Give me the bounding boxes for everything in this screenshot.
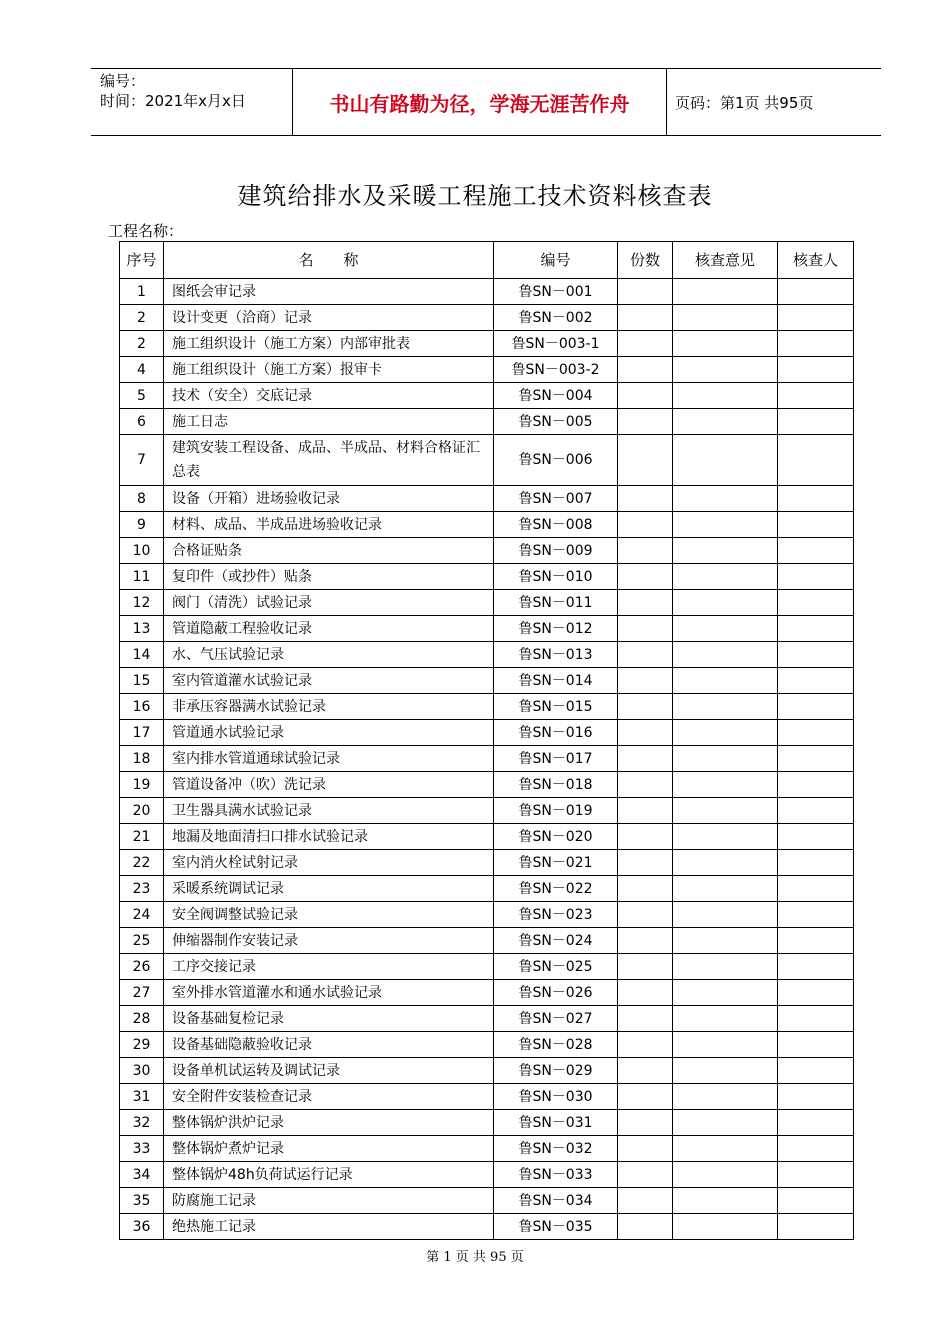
table-row	[120, 305, 854, 331]
table-row	[120, 435, 854, 486]
row-review-opinion-cell	[673, 746, 778, 772]
row-reviewer-cell	[778, 954, 854, 980]
table-row	[120, 772, 854, 798]
row-review-opinion-cell	[673, 512, 778, 538]
row-name-cell: 建筑安装工程设备、成品、半成品、材料合格证汇总表	[164, 435, 494, 486]
header-cell-index: 序号	[120, 242, 164, 279]
row-code-cell: 鲁SN－008	[494, 512, 618, 538]
table-row	[120, 954, 854, 980]
row-review-opinion-cell	[673, 1188, 778, 1214]
row-copies-cell	[618, 279, 673, 305]
row-index-cell: 25	[120, 928, 164, 954]
table-row	[120, 486, 854, 512]
row-name-cell: 室外排水管道灌水和通水试验记录	[164, 980, 494, 1006]
row-copies-cell	[618, 772, 673, 798]
row-reviewer-cell	[778, 357, 854, 383]
header-cell-review-opinion: 核查意见	[673, 242, 778, 279]
time-label: 时间：2021年x月x日	[100, 92, 246, 110]
checklist-table	[119, 241, 854, 1240]
row-code-cell: 鲁SN－005	[494, 409, 618, 435]
row-code-cell: 鲁SN－016	[494, 720, 618, 746]
row-review-opinion-cell	[673, 538, 778, 564]
table-row	[120, 538, 854, 564]
row-reviewer-cell	[778, 409, 854, 435]
row-code-cell: 鲁SN－012	[494, 616, 618, 642]
row-name-cell: 合格证贴条	[164, 538, 494, 564]
row-copies-cell	[618, 616, 673, 642]
row-copies-cell	[618, 409, 673, 435]
row-name-cell: 整体锅炉洪炉记录	[164, 1110, 494, 1136]
table-row	[120, 1084, 854, 1110]
row-copies-cell	[618, 1214, 673, 1240]
row-index-cell: 6	[120, 409, 164, 435]
row-copies-cell	[618, 798, 673, 824]
row-copies-cell	[618, 1162, 673, 1188]
table-row	[120, 512, 854, 538]
table-row	[120, 409, 854, 435]
row-copies-cell	[618, 824, 673, 850]
row-code-cell: 鲁SN－033	[494, 1162, 618, 1188]
row-reviewer-cell	[778, 928, 854, 954]
row-index-cell: 14	[120, 642, 164, 668]
row-review-opinion-cell	[673, 980, 778, 1006]
row-review-opinion-cell	[673, 616, 778, 642]
row-reviewer-cell	[778, 798, 854, 824]
row-review-opinion-cell	[673, 1006, 778, 1032]
row-name-cell: 伸缩器制作安装记录	[164, 928, 494, 954]
row-reviewer-cell	[778, 1162, 854, 1188]
row-code-cell: 鲁SN－022	[494, 876, 618, 902]
row-reviewer-cell	[778, 331, 854, 357]
row-reviewer-cell	[778, 850, 854, 876]
row-reviewer-cell	[778, 1110, 854, 1136]
row-copies-cell	[618, 305, 673, 331]
document-title: 建筑给排水及采暖工程施工技术资料核查表	[237, 182, 713, 210]
row-index-cell: 1	[120, 279, 164, 305]
header-page-info: 页码：第1页 共95页	[675, 93, 814, 112]
table-row	[120, 1162, 854, 1188]
row-reviewer-cell	[778, 902, 854, 928]
header-cell-reviewer: 核查人	[778, 242, 854, 279]
row-name-cell: 工序交接记录	[164, 954, 494, 980]
row-index-cell: 11	[120, 564, 164, 590]
table-row	[120, 902, 854, 928]
row-review-opinion-cell	[673, 902, 778, 928]
row-copies-cell	[618, 954, 673, 980]
row-reviewer-cell	[778, 746, 854, 772]
row-review-opinion-cell	[673, 772, 778, 798]
row-copies-cell	[618, 850, 673, 876]
table-row	[120, 980, 854, 1006]
row-code-cell: 鲁SN－024	[494, 928, 618, 954]
row-code-cell: 鲁SN－030	[494, 1084, 618, 1110]
row-name-cell: 整体锅炉48h负荷试运行记录	[164, 1162, 494, 1188]
row-copies-cell	[618, 1006, 673, 1032]
row-index-cell: 7	[120, 435, 164, 486]
row-code-cell: 鲁SN－011	[494, 590, 618, 616]
table-header-row	[120, 242, 854, 279]
row-copies-cell	[618, 1084, 673, 1110]
row-name-cell: 材料、成品、半成品进场验收记录	[164, 512, 494, 538]
row-copies-cell	[618, 590, 673, 616]
table-row	[120, 824, 854, 850]
row-copies-cell	[618, 668, 673, 694]
row-name-cell: 阀门（清洗）试验记录	[164, 590, 494, 616]
row-name-cell: 卫生器具满水试验记录	[164, 798, 494, 824]
row-review-opinion-cell	[673, 331, 778, 357]
table-row	[120, 694, 854, 720]
row-index-cell: 17	[120, 720, 164, 746]
table-row	[120, 1110, 854, 1136]
row-review-opinion-cell	[673, 1084, 778, 1110]
row-code-cell: 鲁SN－023	[494, 902, 618, 928]
row-copies-cell	[618, 1058, 673, 1084]
row-reviewer-cell	[778, 824, 854, 850]
row-code-cell: 鲁SN－003-2	[494, 357, 618, 383]
row-name-cell: 设计变更（洽商）记录	[164, 305, 494, 331]
row-index-cell: 18	[120, 746, 164, 772]
table-row	[120, 590, 854, 616]
row-code-cell: 鲁SN－015	[494, 694, 618, 720]
row-name-cell: 绝热施工记录	[164, 1214, 494, 1240]
row-code-cell: 鲁SN－028	[494, 1032, 618, 1058]
row-name-cell: 室内消火栓试射记录	[164, 850, 494, 876]
project-name-label: 工程名称：	[108, 222, 184, 240]
number-label: 编号：	[100, 72, 146, 90]
row-review-opinion-cell	[673, 954, 778, 980]
header-left	[100, 71, 246, 111]
row-index-cell: 13	[120, 616, 164, 642]
row-reviewer-cell	[778, 616, 854, 642]
row-index-cell: 20	[120, 798, 164, 824]
row-review-opinion-cell	[673, 383, 778, 409]
row-name-cell: 防腐施工记录	[164, 1188, 494, 1214]
row-index-cell: 9	[120, 512, 164, 538]
row-review-opinion-cell	[673, 824, 778, 850]
row-review-opinion-cell	[673, 1110, 778, 1136]
row-index-cell: 19	[120, 772, 164, 798]
row-review-opinion-cell	[673, 720, 778, 746]
row-copies-cell	[618, 746, 673, 772]
table-row	[120, 1058, 854, 1084]
row-copies-cell	[618, 902, 673, 928]
table-row	[120, 564, 854, 590]
row-name-cell: 管道隐蔽工程验收记录	[164, 616, 494, 642]
table-row	[120, 331, 854, 357]
row-name-cell: 水、气压试验记录	[164, 642, 494, 668]
row-copies-cell	[618, 1110, 673, 1136]
row-index-cell: 34	[120, 1162, 164, 1188]
row-review-opinion-cell	[673, 668, 778, 694]
row-reviewer-cell	[778, 435, 854, 486]
row-index-cell: 2	[120, 331, 164, 357]
row-copies-cell	[618, 980, 673, 1006]
table-row	[120, 1032, 854, 1058]
row-review-opinion-cell	[673, 1162, 778, 1188]
row-review-opinion-cell	[673, 642, 778, 668]
row-copies-cell	[618, 1188, 673, 1214]
row-copies-cell	[618, 435, 673, 486]
row-code-cell: 鲁SN－032	[494, 1136, 618, 1162]
row-reviewer-cell	[778, 564, 854, 590]
row-index-cell: 35	[120, 1188, 164, 1214]
row-index-cell: 8	[120, 486, 164, 512]
row-reviewer-cell	[778, 1032, 854, 1058]
table-row	[120, 1136, 854, 1162]
row-reviewer-cell	[778, 694, 854, 720]
row-index-cell: 2	[120, 305, 164, 331]
row-name-cell: 安全阀调整试验记录	[164, 902, 494, 928]
table-row	[120, 1214, 854, 1240]
row-review-opinion-cell	[673, 798, 778, 824]
row-review-opinion-cell	[673, 590, 778, 616]
row-reviewer-cell	[778, 1214, 854, 1240]
row-reviewer-cell	[778, 1136, 854, 1162]
row-name-cell: 整体锅炉煮炉记录	[164, 1136, 494, 1162]
row-index-cell: 21	[120, 824, 164, 850]
row-code-cell: 鲁SN－021	[494, 850, 618, 876]
row-code-cell: 鲁SN－029	[494, 1058, 618, 1084]
row-reviewer-cell	[778, 1084, 854, 1110]
row-code-cell: 鲁SN－026	[494, 980, 618, 1006]
row-name-cell: 设备基础隐蔽验收记录	[164, 1032, 494, 1058]
row-reviewer-cell	[778, 383, 854, 409]
row-copies-cell	[618, 564, 673, 590]
row-review-opinion-cell	[673, 279, 778, 305]
row-name-cell: 管道设备冲（吹）洗记录	[164, 772, 494, 798]
page-header	[91, 68, 881, 136]
table-row	[120, 616, 854, 642]
row-name-cell: 技术（安全）交底记录	[164, 383, 494, 409]
row-reviewer-cell	[778, 720, 854, 746]
row-code-cell: 鲁SN－014	[494, 668, 618, 694]
row-index-cell: 30	[120, 1058, 164, 1084]
row-name-cell: 采暖系统调试记录	[164, 876, 494, 902]
row-index-cell: 24	[120, 902, 164, 928]
table-body	[120, 279, 854, 1240]
table-row	[120, 383, 854, 409]
row-reviewer-cell	[778, 512, 854, 538]
row-index-cell: 26	[120, 954, 164, 980]
row-copies-cell	[618, 538, 673, 564]
row-index-cell: 12	[120, 590, 164, 616]
row-copies-cell	[618, 1136, 673, 1162]
table-row	[120, 746, 854, 772]
row-copies-cell	[618, 486, 673, 512]
header-cell-name: 名 称	[164, 242, 494, 279]
row-index-cell: 36	[120, 1214, 164, 1240]
row-reviewer-cell	[778, 305, 854, 331]
row-index-cell: 22	[120, 850, 164, 876]
row-code-cell: 鲁SN－019	[494, 798, 618, 824]
row-copies-cell	[618, 1032, 673, 1058]
row-reviewer-cell	[778, 279, 854, 305]
row-copies-cell	[618, 928, 673, 954]
row-reviewer-cell	[778, 486, 854, 512]
row-code-cell: 鲁SN－025	[494, 954, 618, 980]
row-name-cell: 设备基础复检记录	[164, 1006, 494, 1032]
row-name-cell: 施工组织设计（施工方案）报审卡	[164, 357, 494, 383]
row-reviewer-cell	[778, 538, 854, 564]
row-review-opinion-cell	[673, 1058, 778, 1084]
row-code-cell: 鲁SN－002	[494, 305, 618, 331]
row-index-cell: 32	[120, 1110, 164, 1136]
table-row	[120, 928, 854, 954]
row-copies-cell	[618, 720, 673, 746]
row-review-opinion-cell	[673, 1032, 778, 1058]
row-index-cell: 10	[120, 538, 164, 564]
row-copies-cell	[618, 694, 673, 720]
table-row	[120, 720, 854, 746]
row-reviewer-cell	[778, 772, 854, 798]
row-code-cell: 鲁SN－013	[494, 642, 618, 668]
row-code-cell: 鲁SN－018	[494, 772, 618, 798]
row-code-cell: 鲁SN－031	[494, 1110, 618, 1136]
row-code-cell: 鲁SN－034	[494, 1188, 618, 1214]
row-name-cell: 室内管道灌水试验记录	[164, 668, 494, 694]
row-review-opinion-cell	[673, 928, 778, 954]
table-row	[120, 279, 854, 305]
row-reviewer-cell	[778, 1058, 854, 1084]
row-copies-cell	[618, 512, 673, 538]
row-index-cell: 28	[120, 1006, 164, 1032]
row-name-cell: 施工日志	[164, 409, 494, 435]
row-code-cell: 鲁SN－009	[494, 538, 618, 564]
row-review-opinion-cell	[673, 694, 778, 720]
row-code-cell: 鲁SN－020	[494, 824, 618, 850]
row-review-opinion-cell	[673, 486, 778, 512]
row-code-cell: 鲁SN－004	[494, 383, 618, 409]
row-name-cell: 非承压容器满水试验记录	[164, 694, 494, 720]
row-code-cell: 鲁SN－001	[494, 279, 618, 305]
row-name-cell: 施工组织设计（施工方案）内部审批表	[164, 331, 494, 357]
table-row	[120, 668, 854, 694]
row-copies-cell	[618, 383, 673, 409]
row-review-opinion-cell	[673, 850, 778, 876]
row-name-cell: 室内排水管道通球试验记录	[164, 746, 494, 772]
row-code-cell: 鲁SN－017	[494, 746, 618, 772]
row-code-cell: 鲁SN－010	[494, 564, 618, 590]
row-name-cell: 安全附件安装检查记录	[164, 1084, 494, 1110]
row-code-cell: 鲁SN－035	[494, 1214, 618, 1240]
table-row	[120, 642, 854, 668]
row-review-opinion-cell	[673, 564, 778, 590]
row-reviewer-cell	[778, 980, 854, 1006]
table-row	[120, 876, 854, 902]
header-motto: 书山有路勤为径，学海无涯苦作舟	[292, 69, 667, 135]
row-name-cell: 地漏及地面清扫口排水试验记录	[164, 824, 494, 850]
row-code-cell: 鲁SN－027	[494, 1006, 618, 1032]
row-code-cell: 鲁SN－003-1	[494, 331, 618, 357]
row-review-opinion-cell	[673, 1136, 778, 1162]
row-index-cell: 31	[120, 1084, 164, 1110]
row-review-opinion-cell	[673, 305, 778, 331]
row-index-cell: 27	[120, 980, 164, 1006]
table-row	[120, 1006, 854, 1032]
row-index-cell: 23	[120, 876, 164, 902]
row-index-cell: 4	[120, 357, 164, 383]
row-reviewer-cell	[778, 590, 854, 616]
row-index-cell: 5	[120, 383, 164, 409]
row-name-cell: 设备单机试运转及调试记录	[164, 1058, 494, 1084]
row-name-cell: 设备（开箱）进场验收记录	[164, 486, 494, 512]
row-index-cell: 29	[120, 1032, 164, 1058]
row-reviewer-cell	[778, 668, 854, 694]
row-review-opinion-cell	[673, 435, 778, 486]
header-cell-code: 编号	[494, 242, 618, 279]
row-copies-cell	[618, 331, 673, 357]
table-row	[120, 798, 854, 824]
row-copies-cell	[618, 876, 673, 902]
row-review-opinion-cell	[673, 876, 778, 902]
row-copies-cell	[618, 357, 673, 383]
row-index-cell: 16	[120, 694, 164, 720]
table-row	[120, 850, 854, 876]
table-row	[120, 357, 854, 383]
row-name-cell: 图纸会审记录	[164, 279, 494, 305]
row-name-cell: 复印件（或抄件）贴条	[164, 564, 494, 590]
row-index-cell: 15	[120, 668, 164, 694]
row-reviewer-cell	[778, 1006, 854, 1032]
page-footer: 第 1 页 共 95 页	[426, 1250, 524, 1265]
row-review-opinion-cell	[673, 1214, 778, 1240]
row-code-cell: 鲁SN－007	[494, 486, 618, 512]
row-copies-cell	[618, 642, 673, 668]
row-name-cell: 管道通水试验记录	[164, 720, 494, 746]
row-review-opinion-cell	[673, 357, 778, 383]
row-reviewer-cell	[778, 876, 854, 902]
row-reviewer-cell	[778, 642, 854, 668]
row-index-cell: 33	[120, 1136, 164, 1162]
table-row	[120, 1188, 854, 1214]
header-cell-copies: 份数	[618, 242, 673, 279]
row-reviewer-cell	[778, 1188, 854, 1214]
row-code-cell: 鲁SN－006	[494, 435, 618, 486]
row-review-opinion-cell	[673, 409, 778, 435]
